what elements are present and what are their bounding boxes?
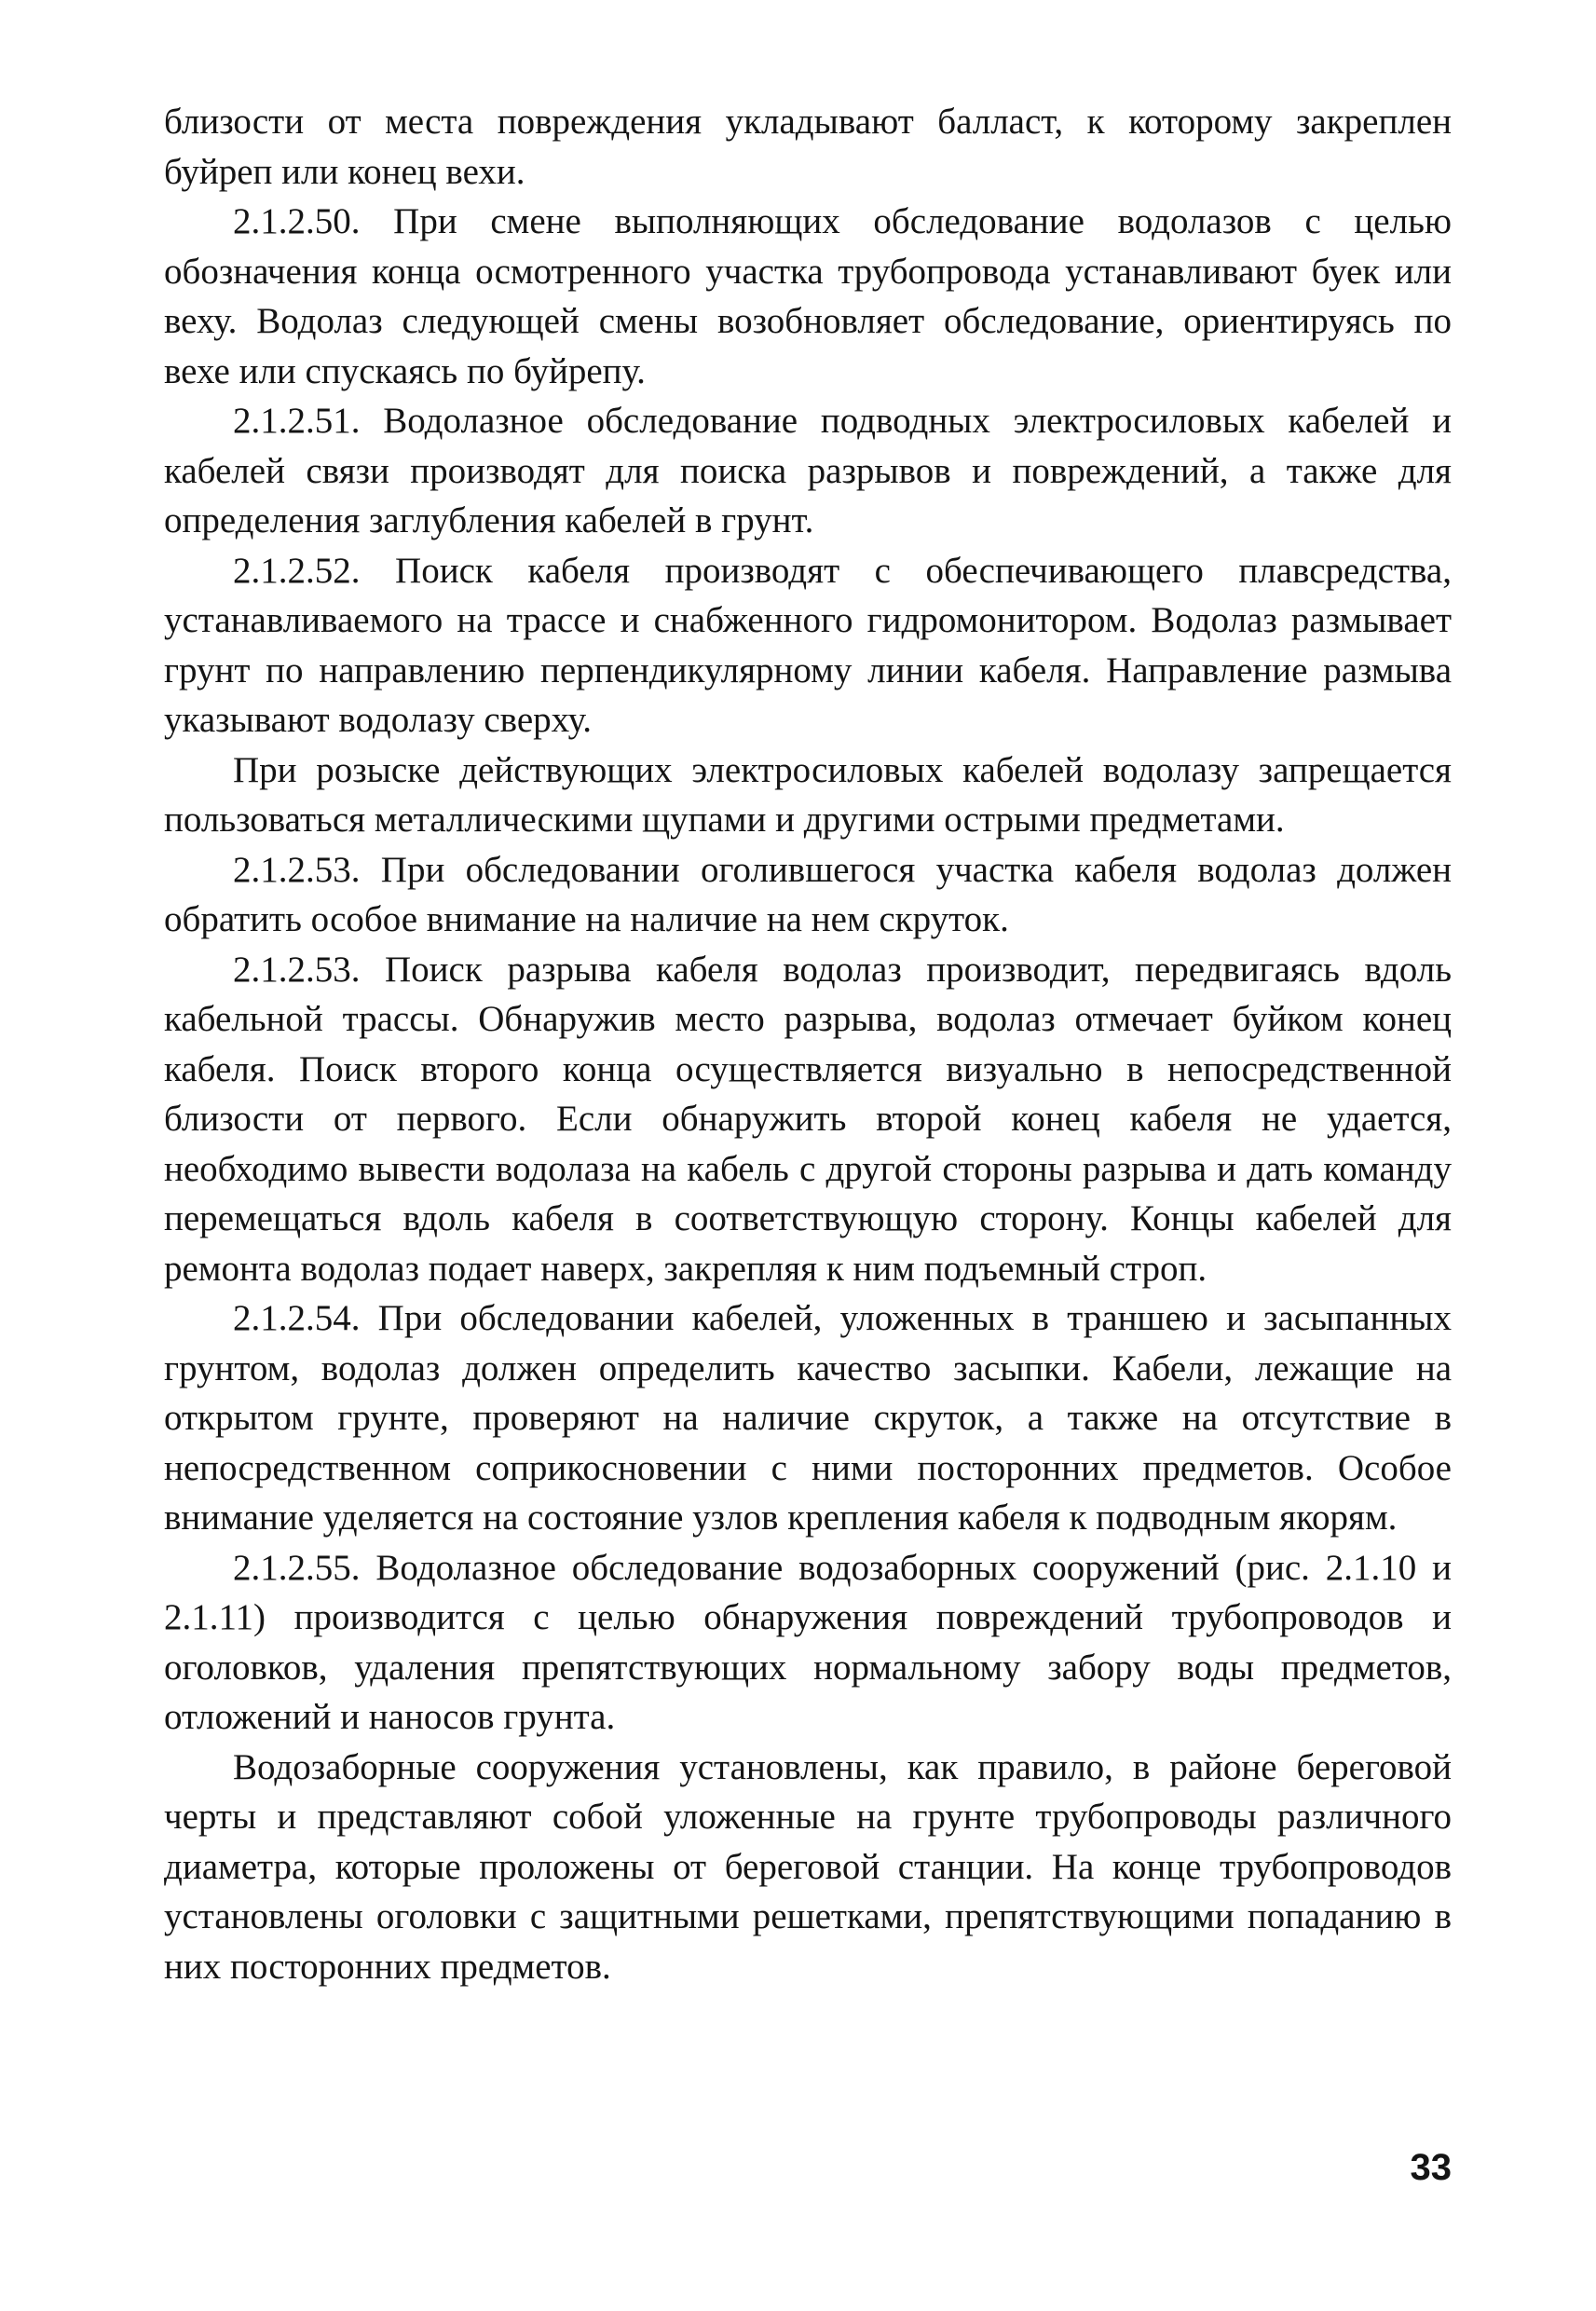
paragraph-2-1-2-54: 2.1.2.54. При обследовании кабелей, уложенных в траншею и засыпанных грунтом, водолаз должен определить качество засыпки. Кабели, лежащие на открытом грунте, проверяют на наличие скруток, а также на отсутствие в непосредственном соприкосновении с ними посторонних предметов. Особое внимание уделяется на состояние узлов крепления кабеля к подводным якорям. [164, 1298, 1452, 1538]
paragraph-2-1-2-50: 2.1.2.50. При смене выполняющих обследование водолазов с целью обозначения конца осмотренного участка трубопровода устанавливают буек или веху. Водолаз следующей смены возобновляет обследование, ориентируясь по вехе или спускаясь по буйрепу. [164, 201, 1452, 391]
paragraph-2-1-2-53-a: 2.1.2.53. При обследовании оголившегося участка кабеля водолаз должен обратить особое внимание на наличие на нем скруток. [164, 849, 1452, 939]
paragraph-2-1-2-51: 2.1.2.51. Водолазное обследование подводных электросиловых кабелей и кабелей связи производят для поиска разрывов и повреждений, а также для определения заглубления кабелей в грунт. [164, 401, 1452, 540]
paragraph-continuation: близости от места повреждения укладывают балласт, к которому закреплен буйреп или конец вехи. [164, 102, 1452, 192]
paragraph-2-1-2-52: 2.1.2.52. Поиск кабеля производят с обеспечивающего плавсредства, устанавливаемого на трассе и снабженного гидромонитором. Водолаз размывает грунт по направлению перпендикулярному линии кабеля. Направление размыва указывают водолазу сверху. [164, 550, 1452, 740]
body-text [164, 97, 1452, 1991]
page-number: 33 [1410, 2147, 1452, 2188]
paragraph-2-1-2-55: 2.1.2.55. Водолазное обследование водозаборных сооружений (рис. 2.1.10 и 2.1.11) производится с целью обнаружения повреждений трубопроводов и оголовков, удаления препятствующих нормальному забору воды предметов, отложений и наносов грунта. [164, 1547, 1452, 1737]
paragraph-cable-search-warning: При розыске действующих электросиловых кабелей водолазу запрещается пользоваться металлическими щупами и другими острыми предметами. [164, 749, 1452, 840]
paragraph-water-intake-structures: Водозаборные сооружения установлены, как правило, в районе береговой черты и представляют собой уложенные на грунте трубопроводы различного диаметра, которые проложены от береговой станции. На конце трубопроводов установлены оголовки с защитными решетками, препятствующими попаданию в них посторонних предметов. [164, 1746, 1452, 1987]
paragraph-2-1-2-53-b: 2.1.2.53. Поиск разрыва кабеля водолаз производит, передвигаясь вдоль кабельной трассы. Обнаружив место разрыва, водолаз отмечает буйком конец кабеля. Поиск второго конца осуществляется визуально в непосредственной близости от первого. Если обнаружить второй конец кабеля не удается, необходимо вывести водолаза на кабель с другой стороны разрыва и дать команду перемещаться вдоль кабеля в соответствующую сторону. Концы кабелей для ремонта водолаз подает наверх, закрепляя к ним подъемный строп. [164, 949, 1452, 1289]
